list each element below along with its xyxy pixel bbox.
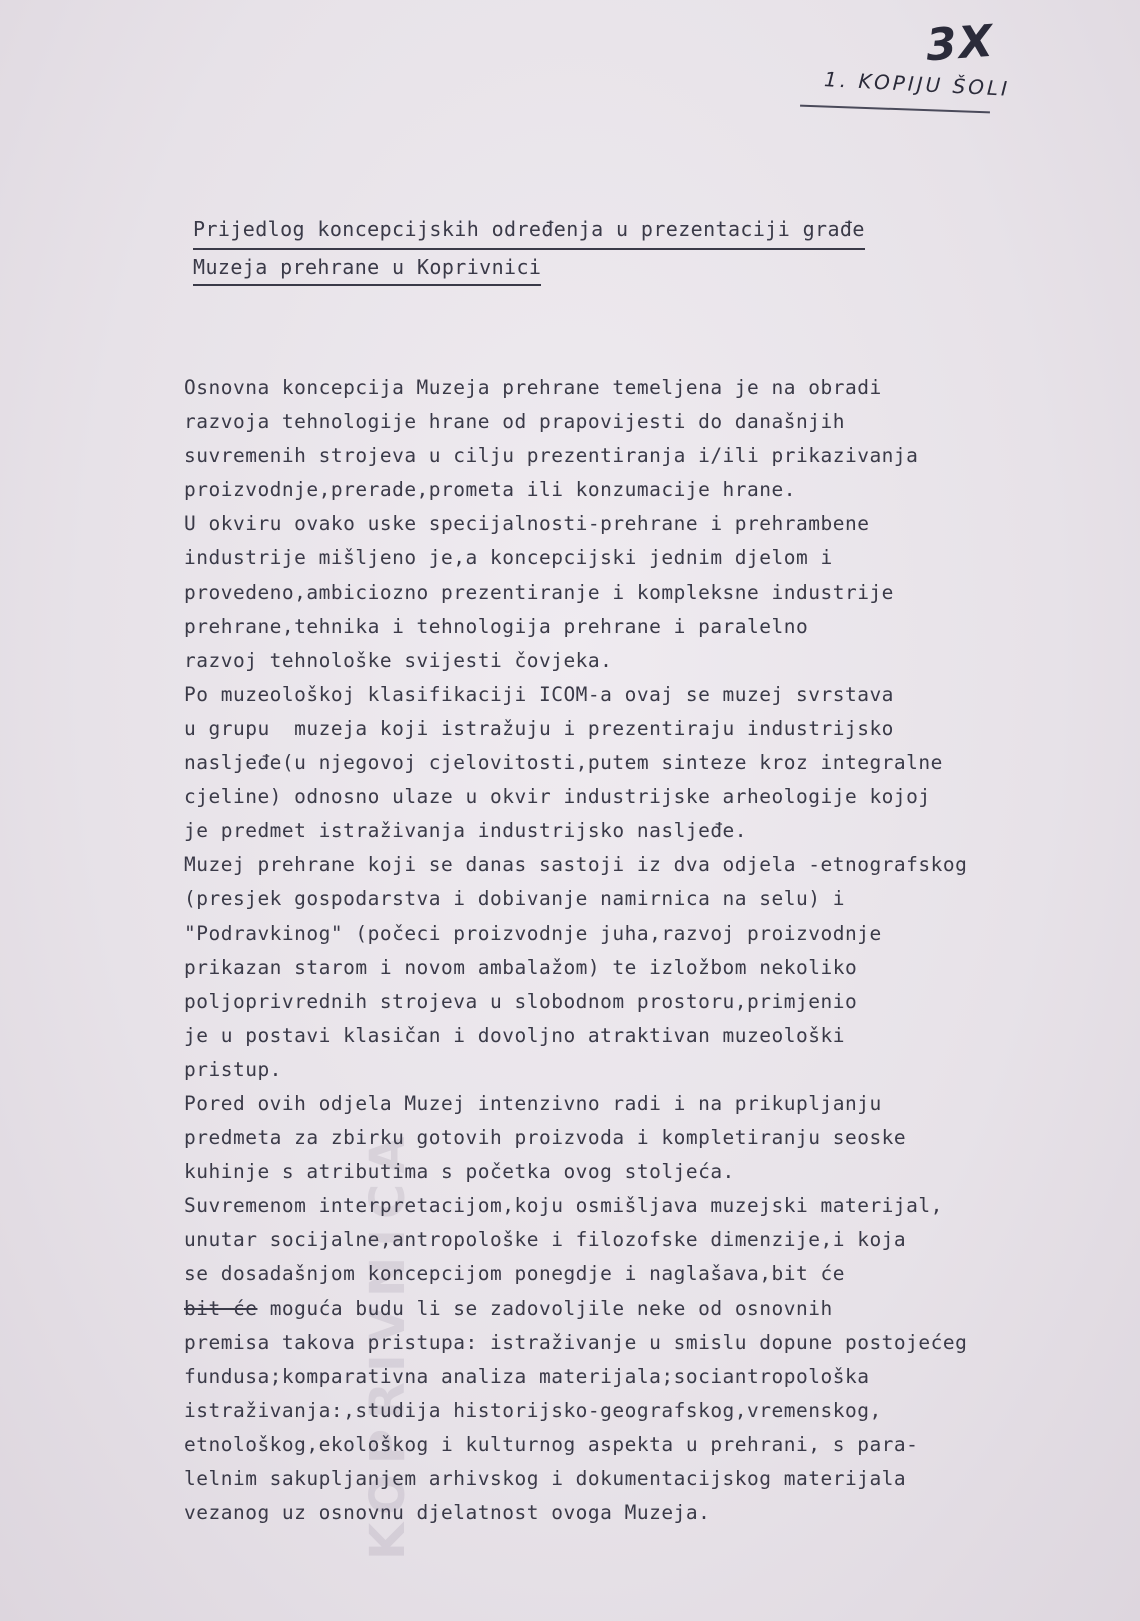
text-line: (presjek gospodarstva i dobivanje namirnica na selu) i bbox=[184, 887, 845, 911]
text-line: etnološkog,ekološkog i kulturnog aspekta u prehrani, s para- bbox=[184, 1432, 919, 1456]
document-title bbox=[193, 212, 953, 286]
text-line: unutar socijalne,antropološke i filozofske dimenzije,i koja bbox=[184, 1228, 907, 1252]
text-line: je predmet istraživanja industrijsko nasljeđe. bbox=[184, 819, 748, 843]
text-line: kuhinje s atributima s početka ovog stoljeća. bbox=[184, 1160, 735, 1184]
text-line: se dosadašnjom koncepcijom ponegdje i naglašava,bit će bbox=[184, 1262, 845, 1286]
text-line: industrije mišljeno je,a koncepcijski jednim djelom i bbox=[184, 546, 833, 570]
text-line-with-strikethrough bbox=[184, 1292, 1104, 1326]
text-line: Po muzeološkoj klasifikaciji ICOM-a ovaj se muzej svrstava bbox=[184, 682, 894, 706]
body-text bbox=[184, 371, 1104, 1530]
text-line: cjeline) odnosno ulaze u okvir industrijske arheologije kojoj bbox=[184, 785, 931, 809]
title-line-2: Muzeja prehrane u Koprivnici bbox=[193, 250, 541, 286]
text-line: prikazan starom i novom ambalažom) te izložbom nekoliko bbox=[184, 955, 858, 979]
text-line: vezanog uz osnovnu djelatnost ovoga Muzeja. bbox=[184, 1501, 711, 1525]
text-line: proizvodnje,prerade,prometa ili konzumacije hrane. bbox=[184, 478, 796, 502]
text-line: Osnovna koncepcija Muzeja prehrane temeljena je na obradi bbox=[184, 376, 882, 399]
text-line: nasljeđe(u njegovoj cjelovitosti,putem sinteze kroz integralne bbox=[184, 751, 943, 775]
text-line: provedeno,ambiciozno prezentiranje i kompleksne industrije bbox=[184, 580, 894, 604]
text-line: suvremenih strojeva u cilju prezentiranja i/ili prikazivanja bbox=[184, 444, 919, 468]
text-line: Pored ovih odjela Muzej intenzivno radi i na prikupljanju bbox=[184, 1091, 882, 1115]
text-line: lelnim sakupljanjem arhivskog i dokumentacijskog materijala bbox=[184, 1467, 907, 1490]
text-line: prehrane,tehnika i tehnologija prehrane i paralelno bbox=[184, 614, 809, 638]
handwritten-note: 1. KOPIJU ŠOLI bbox=[823, 67, 1011, 101]
text-line: pristup. bbox=[184, 1057, 282, 1081]
text-line: premisa takova pristupa: istraživanje u smislu dopune postojećeg bbox=[184, 1330, 968, 1354]
text-line: "Podravkinog" (počeci proizvodnje juha,razvoj proizvodnje bbox=[184, 921, 882, 945]
text-line: razvoj tehnološke svijesti čovjeka. bbox=[184, 648, 613, 672]
text-continuation: moguća budu li se zadovoljile neke od osnovnih bbox=[257, 1296, 833, 1320]
text-line: Suvremenom interpretacijom,koju osmišljava muzejski materijal, bbox=[184, 1194, 943, 1218]
title-line-1: Prijedlog koncepcijskih određenja u prezentaciji građe bbox=[193, 212, 865, 250]
handwritten-mark: 3X bbox=[924, 15, 997, 72]
text-line: predmeta za zbirku gotovih proizvoda i kompletiranju seoske bbox=[184, 1126, 907, 1150]
text-line: U okviru ovako uske specijalnosti-prehrane i prehrambene bbox=[184, 512, 870, 536]
struck-text: bit će bbox=[184, 1296, 258, 1320]
text-line: u grupu muzeja koji istražuju i prezentiraju industrijsko bbox=[184, 716, 894, 740]
text-line: Muzej prehrane koji se danas sastoji iz dva odjela -etnografskog bbox=[184, 853, 968, 877]
text-line: poljoprivrednih strojeva u slobodnom prostoru,primjenio bbox=[184, 989, 858, 1013]
text-line: istraživanja:,studija historijsko-geografskog,vremenskog, bbox=[184, 1398, 882, 1422]
faint-stamp-watermark: KOPRIVNICA bbox=[360, 1126, 416, 1560]
text-line: razvoja tehnologije hrane od prapovijesti do današnjih bbox=[184, 410, 845, 434]
text-line: fundusa;komparativna analiza materijala;sociantropološka bbox=[184, 1364, 870, 1388]
handwritten-underline bbox=[800, 105, 990, 114]
text-line: je u postavi klasičan i dovoljno atraktivan muzeološki bbox=[184, 1023, 845, 1047]
